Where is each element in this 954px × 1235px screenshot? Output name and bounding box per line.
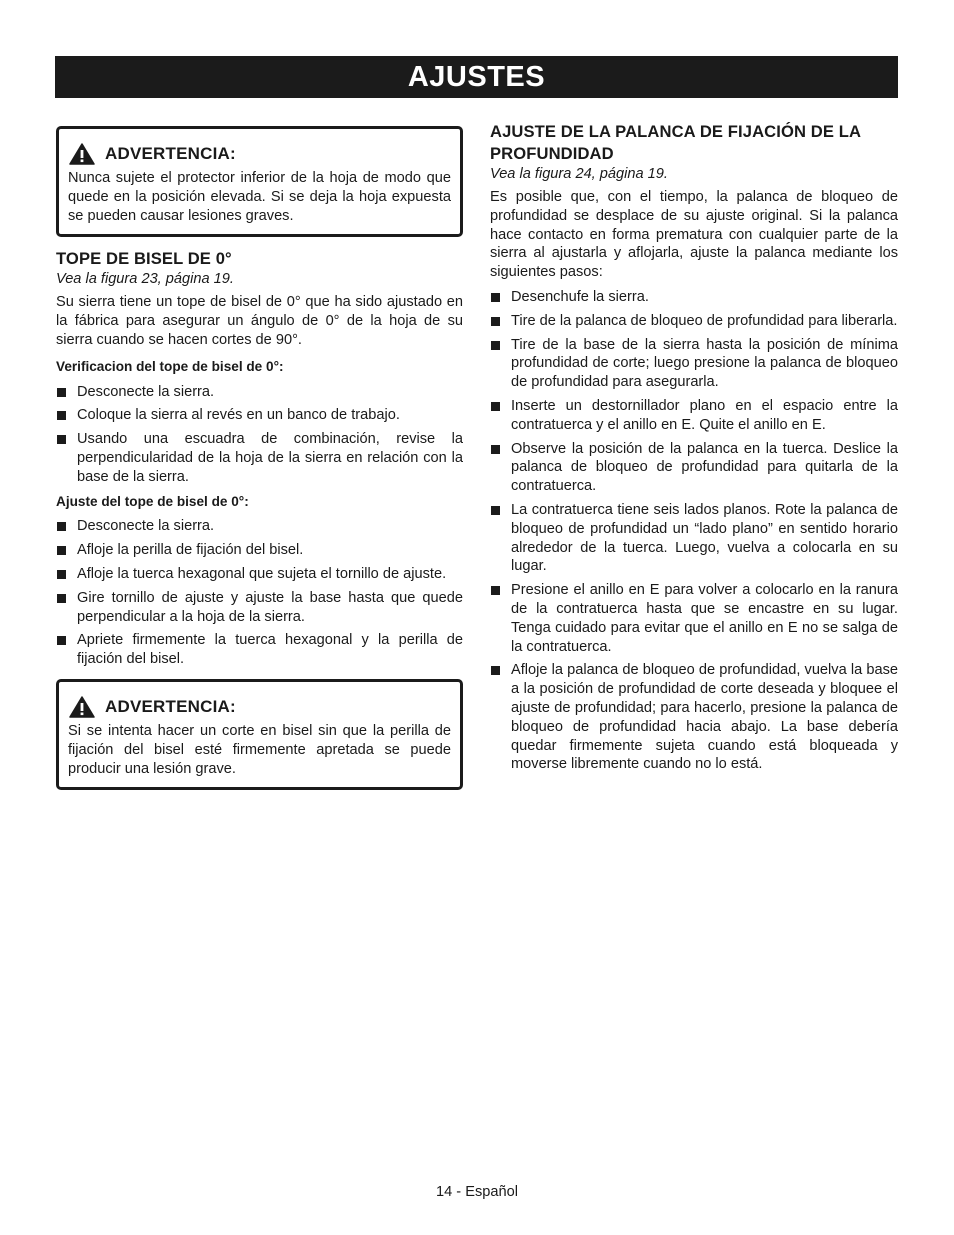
list-item: Coloque la sierra al revés en un banco de trabajo. <box>56 406 463 425</box>
bullet-square-icon <box>57 435 66 444</box>
warning-triangle-icon <box>69 143 95 165</box>
right-column <box>490 121 898 779</box>
section-heading: AJUSTE DE LA PALANCA DE FIJACIÓN DE LA PROFUNDIDAD <box>490 122 861 163</box>
list-item: Presione el anillo en E para volver a colocarlo en la ranura de la contratuerca hasta que se encastre en su lugar. Tenga cuidado para evitar que el anillo en E no se salga de la contratuerca. <box>490 581 898 656</box>
list-item: Afloje la perilla de fijación del bisel. <box>56 541 463 560</box>
bullet-square-icon <box>491 666 500 675</box>
section-intro: Su sierra tiene un tope de bisel de 0° que ha sido ajustado en la fábrica para asegurar un ángulo de 0° de la hoja de su sierra cuando se hacen cortes de 90°. <box>56 294 463 348</box>
bullet-square-icon <box>491 506 500 515</box>
list-item: Observe la posición de la palanca en la tuerca. Deslice la palanca de bloqueo de profundidad para quitarla de la contratuerca. <box>490 440 898 496</box>
section-intro: Es posible que, con el tiempo, la palanca de bloqueo de profundidad se desplace de su ajuste original. Si la palanca hace contacto en forma prematura con cualquier parte de la sierra al ajustarla y aflojarla, ajuste la palanca mediante los siguientes pasos: <box>490 189 898 281</box>
bullet-square-icon <box>57 411 66 420</box>
bullet-square-icon <box>491 317 500 326</box>
verify-list <box>56 383 463 487</box>
warning-text: Si se intenta hacer un corte en bisel sin que la perilla de fijación del bisel esté firmemente apretada se puede producir una lesión grave. <box>68 722 451 777</box>
list-item: Afloje la palanca de bloqueo de profundidad, vuelva la base a la posición de profundidad de corte deseada y bloquee el ajuste de profundidad; para hacerlo, presione la palanca de bloqueo de profundidad hacia abajo. La base debería quedar firmemente sujeta cuando está bloqueada y moverse libremente cuando no lo está. <box>490 661 898 774</box>
warning-box-blade-guard <box>56 126 463 237</box>
figure-reference: Vea la figura 23, página 19. <box>56 271 234 288</box>
warning-triangle-icon <box>69 696 95 718</box>
list-item: Tire de la palanca de bloqueo de profundidad para liberarla. <box>490 312 898 331</box>
warning-title: ADVERTENCIA: <box>105 143 236 163</box>
list-item: Desconecte la sierra. <box>56 517 463 536</box>
bullet-square-icon <box>491 586 500 595</box>
list-item: Desenchufe la sierra. <box>490 288 898 307</box>
bullet-square-icon <box>491 445 500 454</box>
page-title: AJUSTES <box>55 56 898 98</box>
bullet-square-icon <box>491 402 500 411</box>
warning-title: ADVERTENCIA: <box>105 696 236 716</box>
list-item: Desconecte la sierra. <box>56 383 463 402</box>
figure-reference: Vea la figura 24, página 19. <box>490 166 668 182</box>
list-item: Apriete firmemente la tuerca hexagonal y la perilla de fijación del bisel. <box>56 631 463 669</box>
list-item: La contratuerca tiene seis lados planos. Rote la palanca de bloqueo de profundidad un “lado plano” en sentido horario alrededor de la tuerca. Luego, vuelva a colocarla en su lugar. <box>490 501 898 576</box>
verify-subheading: Verificacion del tope de bisel de 0°: <box>56 358 284 374</box>
warning-header <box>69 696 451 718</box>
page-footer: 14 - Español <box>436 1184 518 1200</box>
bullet-square-icon <box>491 293 500 302</box>
list-item: Gire tornillo de ajuste y ajuste la base hasta que quede perpendicular a la hoja de la sierra. <box>56 589 463 627</box>
list-item: Inserte un destornillador plano en el espacio entre la contratuerca y el anillo en E. Quite el anillo en E. <box>490 397 898 435</box>
section-heading: TOPE DE BISEL DE 0° <box>56 249 232 269</box>
adjust-subheading: Ajuste del tope de bisel de 0°: <box>56 493 249 509</box>
adjust-list <box>56 517 463 669</box>
list-item: Afloje la tuerca hexagonal que sujeta el tornillo de ajuste. <box>56 565 463 584</box>
bullet-square-icon <box>57 594 66 603</box>
bullet-square-icon <box>491 341 500 350</box>
depth-lever-steps-list <box>490 288 898 774</box>
bullet-square-icon <box>57 522 66 531</box>
list-item: Usando una escuadra de combinación, revise la perpendicularidad de la hoja de la sierra en relación con la base de la sierra. <box>56 430 463 486</box>
bullet-square-icon <box>57 388 66 397</box>
warning-box-bevel-knob <box>56 679 463 790</box>
warning-text: Nunca sujete el protector inferior de la hoja de modo que quede en la posición elevada. Si se deja la hoja expuesta se pueden causar lesiones graves. <box>68 170 451 224</box>
list-item: Tire de la base de la sierra hasta la posición de mínima profundidad de corte; luego presione la palanca de bloqueo de profundidad para asegurarla. <box>490 336 898 392</box>
bullet-square-icon <box>57 546 66 555</box>
warning-header <box>69 143 451 165</box>
bullet-square-icon <box>57 636 66 645</box>
bullet-square-icon <box>57 570 66 579</box>
left-column <box>56 126 463 790</box>
bevel-stop-section <box>56 248 463 669</box>
